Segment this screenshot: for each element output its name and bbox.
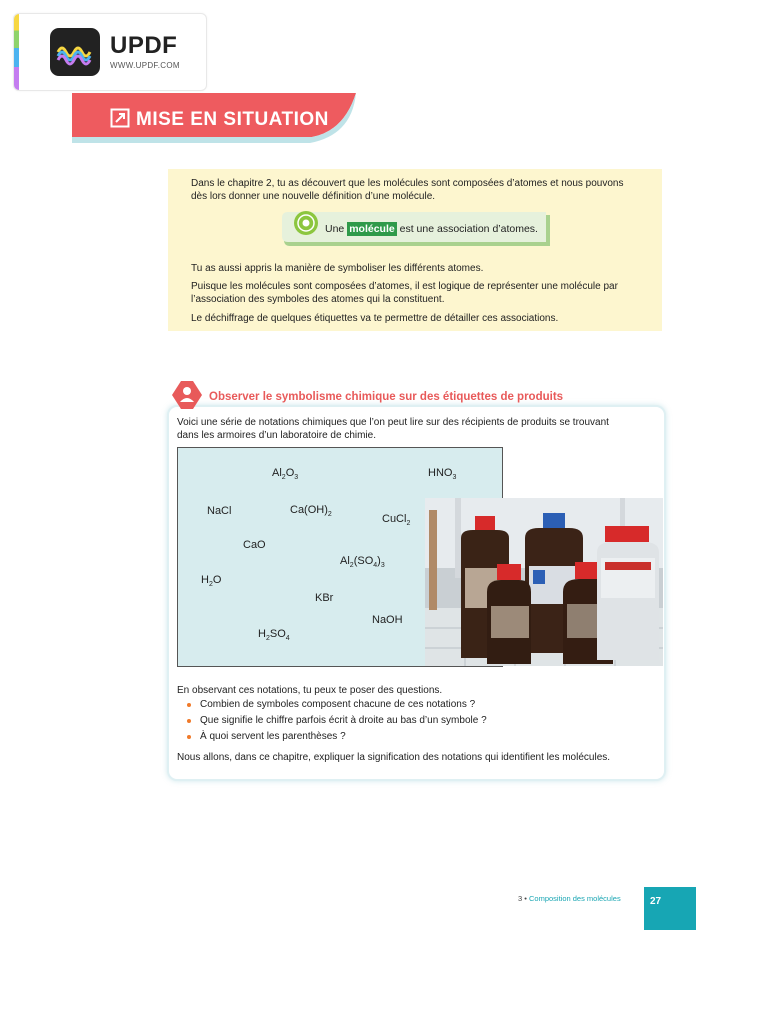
footer-chapter-title: Composition des molécules <box>528 894 621 903</box>
lab-bottles-photo <box>425 498 663 666</box>
formula-h2so4: $H_2SO_4$ <box>258 628 290 643</box>
formula-cucl2: CuCl$_2$ <box>382 513 411 528</box>
banner-title: MISE EN SITUATION <box>136 109 329 130</box>
intro-p1-l2: dès lors donner une nouvelle définition d’une molécule. <box>191 191 436 202</box>
definition-before: Une <box>325 223 348 235</box>
footer-chapter: 3 • Composition des molécules <box>518 894 621 903</box>
intro-p3-l1: Puisque les molécules sont composées d’atomes, il est logique de représenter une molécule par <box>191 281 618 292</box>
formula-caoh2: $Ca(OH)_2$ <box>290 504 332 519</box>
updf-badge <box>13 13 207 91</box>
formula-nacl: NaCl <box>207 505 232 517</box>
definition-keyword: molécule <box>349 223 395 235</box>
conclusion: Nous allons, dans ce chapitre, expliquer la signification des notations qui identifient les molécules. <box>177 752 611 763</box>
expand-icon <box>110 108 130 128</box>
question-3: À quoi servent les parenthèses ? <box>200 731 346 742</box>
question-intro: En observant ces notations, tu peux te poser des questions. <box>177 685 443 696</box>
intro-p1-l1: Dans le chapitre 2, tu as découvert que les molécules sont composées d’atomes et nous pouvons <box>191 178 624 189</box>
formula-cao: CaO <box>243 539 266 551</box>
formula-naoh: NaOH <box>372 614 403 626</box>
question-1: Combien de symboles composent chacune de ces notations ? <box>200 699 476 710</box>
activity-title: Observer le symbolisme chimique sur des étiquettes de produits <box>209 391 564 403</box>
badge-url: WWW.UPDF.COM <box>110 61 180 70</box>
formula-al2so43: $Al_2(SO_4)_3$ <box>340 555 385 570</box>
intro-p2: Tu as aussi appris la manière de symboliser les différents atomes. <box>191 263 484 274</box>
formula-h2o: $H_2O$ <box>201 574 222 589</box>
activity-intro-l1: Voici une série de notations chimiques que l’on peut lire sur des récipients de produits se trouvant <box>177 417 609 428</box>
page-number-box <box>644 887 696 930</box>
bullet-icon <box>187 735 191 739</box>
activity-intro-l2: dans les armoires d’un laboratoire de chimie. <box>177 430 376 441</box>
definition-text <box>325 223 538 235</box>
question-2: Que signifie le chiffre parfois écrit à droite au bas d’un symbole ? <box>200 715 487 726</box>
intro-p4: Le déchiffrage de quelques étiquettes va te permettre de détailler ces associations. <box>191 313 559 324</box>
intro-p3-l2: l’association des symboles des atomes qui la constituent. <box>191 294 445 305</box>
formula-kbr: KBr <box>315 592 334 604</box>
definition-after: est une association d’atomes. <box>396 223 538 235</box>
target-icon <box>293 210 319 236</box>
updf-logo-icon <box>50 28 100 76</box>
formula-al2o3: $Al_2O_3$ <box>272 467 299 482</box>
formula-hno3: $HNO_3$ <box>428 467 457 482</box>
bullet-icon <box>187 719 191 723</box>
badge-title: UPDF <box>110 32 178 59</box>
page-number: 27 <box>650 896 662 907</box>
bullet-icon <box>187 703 191 707</box>
color-strip <box>14 14 19 90</box>
person-icon <box>172 381 202 409</box>
